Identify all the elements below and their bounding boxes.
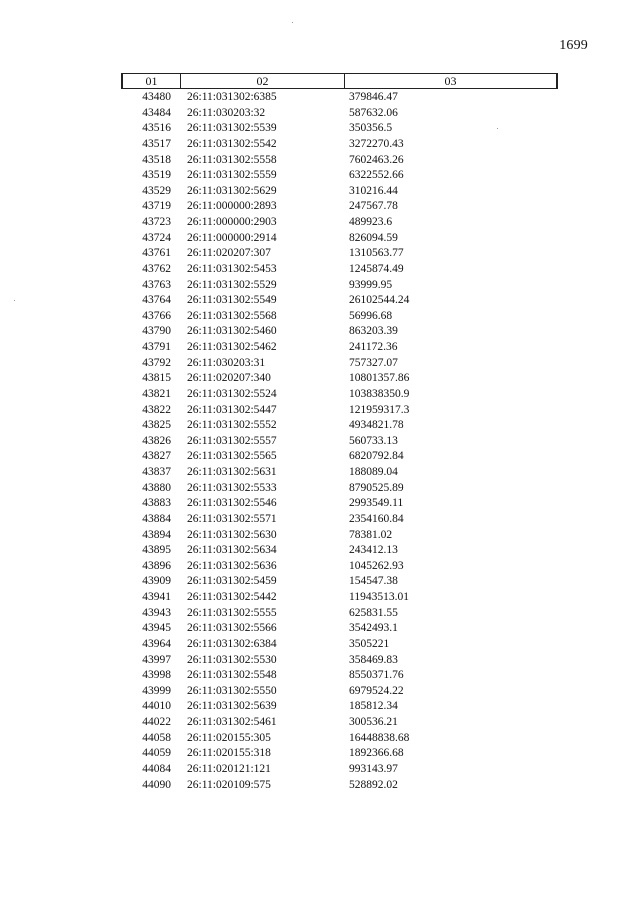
cell-value: 56996.68 [349,309,393,322]
cell-value: 1245874.49 [349,262,404,275]
table-row [121,403,558,419]
cell-cadastral-number: 26:11:031302:6385 [187,91,277,103]
cell-value: 26102544.24 [349,294,410,307]
cell-cadastral-number: 26:11:000000:2893 [187,200,277,213]
table-header [121,73,558,89]
cell-id: 43964 [142,637,171,650]
cell-value: 489923.6 [349,216,393,228]
table-row [121,246,558,262]
cell-value: 243412.13 [349,544,398,557]
cell-id: 43998 [142,669,171,682]
cell-value: 4934821.78 [349,419,404,432]
header-col-03: 03 [444,73,457,88]
table-row [121,371,558,387]
table-row [121,606,558,622]
scan-speck [14,300,15,301]
cell-id: 43884 [142,512,171,525]
table-row [121,324,558,340]
cell-id: 43945 [142,622,171,635]
cell-cadastral-number: 26:11:031302:5631 [187,466,277,478]
table-row [121,309,558,325]
cell-id: 43943 [142,606,171,619]
cell-id: 43909 [142,575,171,588]
cell-id: 43791 [142,341,171,353]
data-table [121,73,558,793]
cell-cadastral-number: 26:11:030203:32 [187,106,266,119]
table-row [121,653,558,669]
table-row [121,762,558,778]
cell-id: 44090 [142,778,171,791]
cell-value: 358469.83 [349,653,398,666]
cell-cadastral-number: 26:11:020109:575 [187,778,271,791]
cell-id: 43761 [142,247,171,260]
cell-value: 241172.36 [349,341,398,353]
cell-id: 43790 [142,325,171,338]
cell-value: 7602463.26 [349,153,404,166]
cell-cadastral-number: 26:11:031302:5568 [187,309,277,322]
cell-value: 2993549.11 [349,497,404,510]
cell-value: 2354160.84 [349,512,404,525]
cell-cadastral-number: 26:11:031302:5630 [187,528,277,541]
cell-cadastral-number: 26:11:031302:5571 [187,512,277,525]
table-row [121,449,558,465]
cell-cadastral-number: 26:11:000000:2914 [187,231,277,244]
cell-value: 10801357.86 [349,372,410,385]
table-row [121,340,558,356]
cell-value: 826094.59 [349,231,398,244]
header-col-01: 01 [123,74,181,88]
cell-id: 43825 [142,419,171,432]
table-row [121,231,558,247]
cell-id: 43999 [142,684,171,697]
cell-id: 43822 [142,403,171,416]
cell-cadastral-number: 26:11:020155:305 [187,731,271,744]
cell-value: 1310563.77 [349,247,404,260]
cell-id: 43724 [142,231,171,244]
cell-value: 1045262.93 [349,559,404,572]
cell-cadastral-number: 26:11:031302:5459 [187,575,277,588]
cell-cadastral-number: 26:11:031302:5548 [187,669,277,682]
table-row [121,496,558,512]
cell-id: 43719 [142,200,171,213]
cell-value: 6322552.66 [349,169,404,182]
cell-cadastral-number: 26:11:031302:5557 [187,434,277,447]
cell-value: 993143.97 [349,762,398,775]
cell-cadastral-number: 26:11:031302:5530 [187,653,277,666]
table-row [121,746,558,762]
cell-id: 43766 [142,309,171,322]
cell-id: 43763 [142,278,171,291]
cell-cadastral-number: 26:11:031302:5462 [187,341,277,353]
table-row [121,356,558,372]
cell-cadastral-number: 26:11:031302:5529 [187,278,277,291]
cell-id: 44058 [142,731,171,744]
cell-id: 43826 [142,434,171,447]
cell-id: 43997 [142,653,171,666]
table-body [121,90,558,793]
cell-id: 43894 [142,528,171,541]
table-row [121,153,558,169]
table-row [121,418,558,434]
table-row [121,637,558,653]
table-row [121,559,558,575]
cell-id: 43880 [142,481,171,494]
cell-cadastral-number: 26:11:031302:5555 [187,606,277,619]
cell-cadastral-number: 26:11:031302:5447 [187,403,277,416]
cell-cadastral-number: 26:11:020155:318 [187,747,271,760]
cell-id: 44059 [142,747,171,760]
cell-id: 43723 [142,216,171,228]
cell-value: 310216.44 [349,184,398,197]
table-row [121,387,558,403]
cell-id: 43762 [142,262,171,275]
cell-value: 560733.13 [349,434,398,447]
cell-cadastral-number: 26:11:031302:5634 [187,544,277,557]
cell-id: 43821 [142,387,171,400]
cell-id: 43941 [142,591,171,603]
cell-value: 6979524.22 [349,684,404,697]
cell-cadastral-number: 26:11:031302:5546 [187,497,277,510]
cell-id: 43837 [142,466,171,478]
table-row [121,543,558,559]
scan-speck [292,22,293,23]
table-row [121,699,558,715]
cell-value: 8550371.76 [349,669,404,682]
cell-id: 43484 [142,106,171,119]
cell-value: 3542493.1 [349,622,398,635]
table-row [121,121,558,137]
table-row [121,778,558,794]
table-row [121,512,558,528]
cell-value: 188089.04 [349,466,398,478]
cell-cadastral-number: 26:11:020207:340 [187,372,271,385]
cell-value: 350356.5 [349,122,393,135]
cell-id: 43480 [142,91,171,103]
cell-value: 6820792.84 [349,450,404,463]
cell-cadastral-number: 26:11:031302:5552 [187,419,277,432]
header-col-02: 02 [181,74,345,88]
table-row [121,90,558,106]
cell-value: 185812.34 [349,700,398,713]
cell-value: 78381.02 [349,528,393,541]
table-row [121,106,558,122]
cell-value: 300536.21 [349,716,398,728]
cell-cadastral-number: 26:11:031302:5629 [187,184,277,197]
cell-value: 863203.39 [349,325,398,338]
table-row [121,684,558,700]
cell-cadastral-number: 26:11:031302:5542 [187,137,277,150]
cell-value: 103838350.9 [349,387,410,400]
cell-value: 121959317.3 [349,403,410,416]
cell-value: 247567.78 [349,200,398,213]
cell-value: 757327.07 [349,356,398,369]
cell-cadastral-number: 26:11:031302:5566 [187,622,277,635]
table-row [121,465,558,481]
cell-cadastral-number: 26:11:031302:6384 [187,637,277,650]
cell-cadastral-number: 26:11:031302:5539 [187,122,277,135]
cell-value: 587632.06 [349,106,398,119]
cell-id: 43519 [142,169,171,182]
cell-cadastral-number: 26:11:031302:5559 [187,169,277,182]
cell-cadastral-number: 26:11:031302:5453 [187,262,277,275]
cell-value: 11943513.01 [349,591,409,603]
cell-value: 1892366.68 [349,747,404,760]
cell-value: 16448838.68 [349,731,410,744]
cell-cadastral-number: 26:11:030203:31 [187,356,266,369]
cell-value: 528892.02 [349,778,398,791]
table-row [121,481,558,497]
cell-id: 44022 [142,716,171,728]
cell-id: 43895 [142,544,171,557]
cell-cadastral-number: 26:11:031302:5639 [187,700,277,713]
cell-id: 44084 [142,762,171,775]
page-number: 1699 [559,38,588,53]
cell-id: 43896 [142,559,171,572]
cell-cadastral-number: 26:11:031302:5565 [187,450,277,463]
cell-cadastral-number: 26:11:031302:5442 [187,591,277,603]
cell-value: 3505221 [349,637,390,650]
cell-value: 93999.95 [349,278,393,291]
cell-id: 43518 [142,153,171,166]
cell-cadastral-number: 26:11:031302:5524 [187,387,277,400]
table-row [121,262,558,278]
cell-cadastral-number: 26:11:031302:5636 [187,559,277,572]
table-row [121,574,558,590]
scan-speck [497,128,498,129]
cell-cadastral-number: 26:11:031302:5549 [187,294,277,307]
table-row [121,184,558,200]
cell-value: 379846.47 [349,91,398,103]
cell-id: 43529 [142,184,171,197]
cell-id: 43516 [142,122,171,135]
table-row [121,168,558,184]
cell-cadastral-number: 26:11:031302:5533 [187,481,277,494]
cell-id: 44010 [142,700,171,713]
cell-cadastral-number: 26:11:031302:5550 [187,684,277,697]
cell-cadastral-number: 26:11:000000:2903 [187,216,277,228]
table-row [121,528,558,544]
table-row [121,215,558,231]
cell-value: 625831.55 [349,606,398,619]
table-row [121,293,558,309]
table-row [121,199,558,215]
cell-id: 43815 [142,372,171,385]
table-row [121,278,558,294]
table-row [121,137,558,153]
cell-id: 43517 [142,137,171,150]
table-row [121,668,558,684]
cell-value: 3272270.43 [349,137,404,150]
cell-id: 43827 [142,450,171,463]
cell-cadastral-number: 26:11:020207:307 [187,247,271,260]
cell-id: 43792 [142,356,171,369]
cell-value: 8790525.89 [349,481,404,494]
cell-value: 154547.38 [349,575,398,588]
table-row [121,621,558,637]
cell-cadastral-number: 26:11:031302:5461 [187,716,277,728]
cell-cadastral-number: 26:11:031302:5558 [187,153,277,166]
cell-id: 43883 [142,497,171,510]
table-row [121,715,558,731]
table-row [121,590,558,606]
table-row [121,434,558,450]
cell-id: 43764 [142,294,171,307]
table-row [121,731,558,747]
cell-cadastral-number: 26:11:020121:121 [187,762,271,775]
cell-cadastral-number: 26:11:031302:5460 [187,325,277,338]
